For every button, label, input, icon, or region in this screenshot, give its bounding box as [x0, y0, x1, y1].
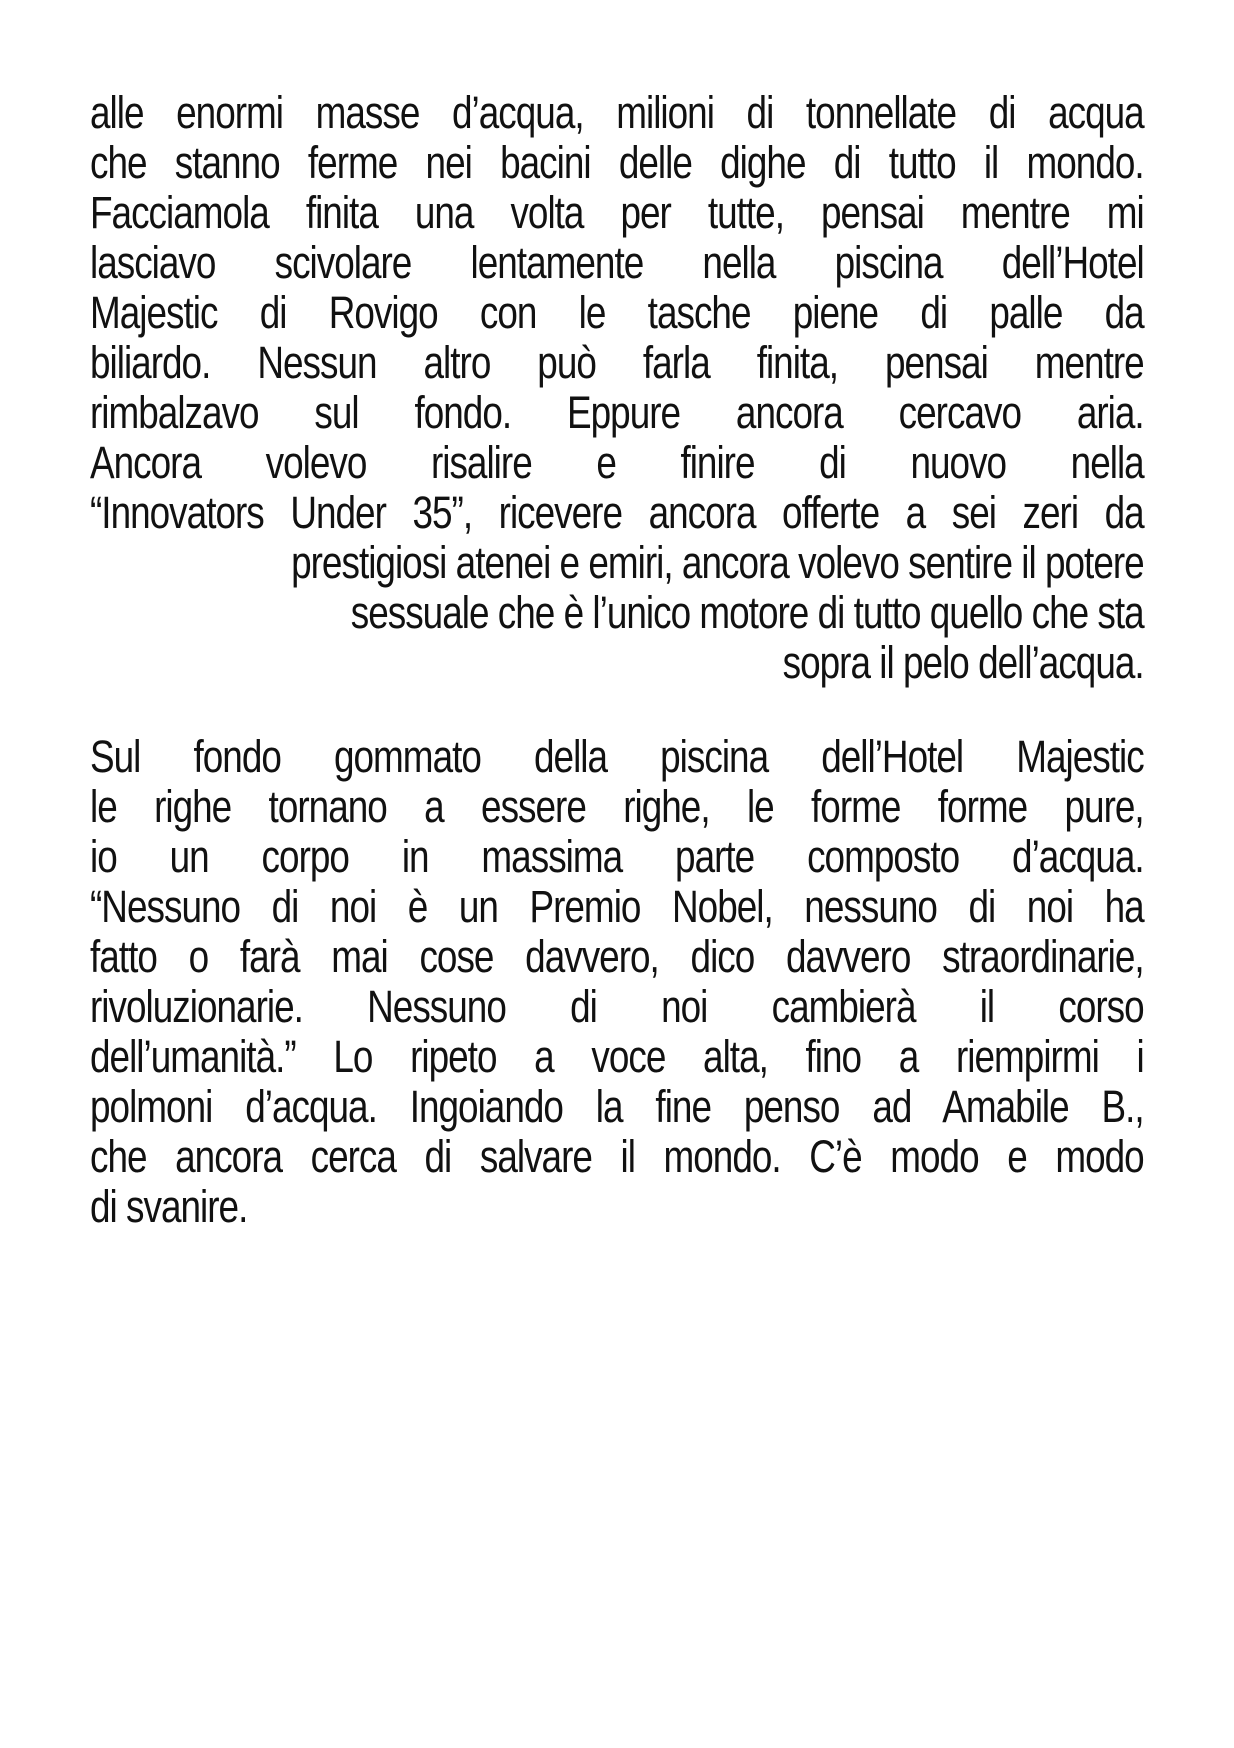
- paragraph-line: alle enormi masse d’acqua, milioni di tonnellate di acqua: [90, 87, 1144, 138]
- paragraph-line: biliardo. Nessun altro può farla finita, pensai mentre: [90, 337, 1144, 388]
- paragraph-line: di svanire.: [90, 1181, 248, 1232]
- paragraph-line: Ancora volevo risalire e finire di nuovo nella: [90, 437, 1144, 488]
- paragraph-line: sopra il pelo dell’acqua.: [782, 637, 1144, 688]
- paragraph-line: che stanno ferme nei bacini delle dighe di tutto il mondo.: [90, 137, 1144, 188]
- paragraph-line: Majestic di Rovigo con le tasche piene di palle da: [90, 287, 1144, 338]
- paragraph-2: [90, 731, 1144, 1232]
- paragraph-line: “Innovators Under 35”, ricevere ancora offerte a sei zeri da: [90, 487, 1144, 538]
- paragraph-line: le righe tornano a essere righe, le forme forme pure,: [90, 781, 1144, 832]
- paragraph-line: che ancora cerca di salvare il mondo. C’è modo e modo: [90, 1131, 1144, 1182]
- paragraph-line: rivoluzionarie. Nessuno di noi cambierà il corso: [90, 981, 1144, 1032]
- paragraph-line: Facciamola finita una volta per tutte, pensai mentre mi: [90, 187, 1144, 238]
- paragraph-line: sessuale che è l’unico motore di tutto quello che sta: [350, 587, 1144, 638]
- paragraph-line: “Nessuno di noi è un Premio Nobel, nessuno di noi ha: [90, 881, 1144, 932]
- paragraph-line: Sul fondo gommato della piscina dell’Hotel Majestic: [90, 731, 1144, 782]
- paragraph-line: rimbalzavo sul fondo. Eppure ancora cercavo aria.: [90, 387, 1144, 438]
- paragraph-line: polmoni d’acqua. Ingoiando la fine penso ad Amabile B.,: [90, 1081, 1144, 1132]
- paragraph-line: dell’umanità.” Lo ripeto a voce alta, fino a riempirmi i: [90, 1031, 1144, 1082]
- paragraph-1: [90, 87, 1144, 688]
- paragraph-line: fatto o farà mai cose davvero, dico davvero straordinarie,: [90, 931, 1144, 982]
- paragraph-line: prestigiosi atenei e emiri, ancora volevo sentire il potere: [291, 537, 1144, 588]
- paragraph-line: lasciavo scivolare lentamente nella piscina dell’Hotel: [90, 237, 1144, 288]
- paragraph-line: io un corpo in massima parte composto d’acqua.: [90, 831, 1144, 882]
